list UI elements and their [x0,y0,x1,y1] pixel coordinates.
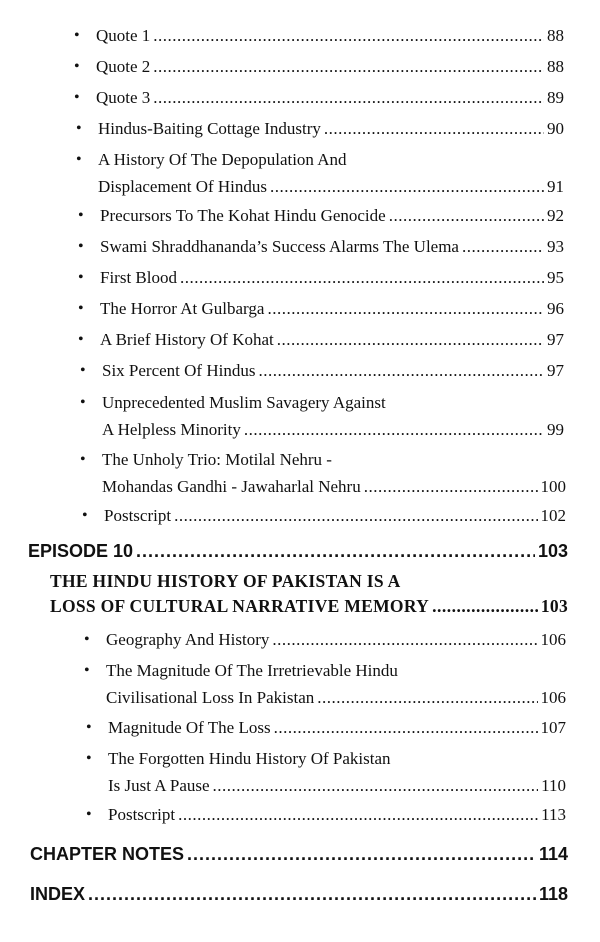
entry-page-number: 106 [540,630,566,649]
bullet-icon: • [80,362,86,379]
entry-title-line-1: The Magnitude Of The Irretrievable Hindu [106,661,398,680]
toc-entry-history-kohat[interactable] [100,326,564,353]
heading-page-number: 114 [538,844,568,864]
heading-label: CHAPTER NOTES [30,844,185,864]
heading-title-line-1: THE HINDU HISTORY OF PAKISTAN IS A [50,571,401,591]
bullet-icon: • [84,631,90,648]
entry-title: First Blood [100,268,177,287]
bullet-icon: • [80,394,86,411]
toc-entry-magnitude-loss[interactable] [108,714,566,741]
entry-page-number: 88 [547,26,564,45]
dot-leader [432,594,538,619]
entry-title-line-1: A History Of The Depopulation And [98,150,347,169]
heading-title-line-2: LOSS OF CULTURAL NARRATIVE MEMORY [50,596,430,616]
toc-heading-index[interactable] [30,881,568,907]
entry-page-number: 107 [540,718,566,737]
heading-page-number: 103 [540,596,568,616]
entry-page-number: 113 [541,805,566,824]
toc-heading-chapter-notes[interactable] [30,841,568,867]
toc-entry-quote-2[interactable] [96,53,564,80]
entry-page-number: 106 [540,688,566,707]
bullet-icon: • [80,451,86,468]
entry-title: Geography And History [106,630,270,649]
dot-leader [317,684,537,711]
toc-heading-episode-10-title[interactable] [50,569,568,619]
entry-page-number: 99 [547,420,564,439]
entry-title-line-1: The Forgotten Hindu History Of Pakistan [108,749,391,768]
entry-page-number: 93 [547,237,564,256]
entry-title-line-2: Civilisational Loss In Pakistan [106,688,315,707]
toc-entry-geography-history[interactable] [106,626,566,653]
entry-title-line-2: Displacement Of Hindus [98,177,268,196]
entry-title: Quote 1 [96,26,151,45]
bullet-icon: • [78,238,84,255]
dot-leader [153,22,544,49]
bullet-icon: • [78,269,84,286]
entry-title: Six Percent Of Hindus [102,361,256,380]
dot-leader [389,202,544,229]
toc-entry-unholy-trio[interactable] [102,446,566,500]
bullet-icon: • [76,151,82,168]
dot-leader [364,473,538,500]
dot-leader [180,264,544,291]
dot-leader [178,801,538,828]
bullet-icon: • [86,750,92,767]
dot-leader [267,295,544,322]
dot-leader [244,416,544,443]
entry-title: A Brief History Of Kohat [100,330,274,349]
entry-page-number: 92 [547,206,564,225]
dot-leader [462,233,544,260]
entry-title: Hindus-Baiting Cottage Industry [98,119,321,138]
dot-leader [274,714,538,741]
heading-label: INDEX [30,884,86,904]
entry-page-number: 110 [541,776,566,795]
dot-leader [153,84,544,111]
bullet-icon: • [86,719,92,736]
entry-page-number: 88 [547,57,564,76]
toc-entry-unprecedented[interactable] [102,389,564,443]
toc-entry-quote-3[interactable] [96,84,564,111]
heading-page-number: 118 [538,884,568,904]
entry-title: Quote 2 [96,57,151,76]
toc-entry-first-blood[interactable] [100,264,564,291]
entry-page-number: 100 [540,477,566,496]
bullet-icon: • [86,806,92,823]
toc-entry-forgotten-history[interactable] [108,745,566,799]
toc-entry-six-percent[interactable] [102,357,564,384]
dot-leader [136,538,535,564]
entry-title-line-1: Unprecedented Muslim Savagery Against [102,393,386,412]
dot-leader [258,357,544,384]
dot-leader [213,772,539,799]
bullet-icon: • [74,27,80,44]
bullet-icon: • [74,89,80,106]
entry-title-line-1: The Unholy Trio: Motilal Nehru - [102,450,332,469]
toc-entry-horror-gulbarga[interactable] [100,295,564,322]
entry-title: Postscript [104,506,172,525]
heading-page-number: 103 [537,541,568,561]
dot-leader [272,626,537,653]
entry-page-number: 97 [547,361,564,380]
entry-page-number: 89 [547,88,564,107]
bullet-icon: • [82,507,88,524]
entry-title: The Horror At Gulbarga [100,299,265,318]
toc-entry-magnitude-irretrievable[interactable] [106,657,566,711]
entry-title: Postscript [108,805,176,824]
toc-entry-hindus-baiting[interactable] [98,115,564,142]
toc-entry-quote-1[interactable] [96,22,564,49]
entry-title-line-2: A Helpless Minority [102,420,241,439]
bullet-icon: • [74,58,80,75]
entry-page-number: 97 [547,330,564,349]
bullet-icon: • [84,662,90,679]
dot-leader [88,881,536,907]
toc-entry-postscript-b[interactable] [108,801,566,828]
toc-entry-postscript-a[interactable] [104,502,566,529]
toc-entry-precursors[interactable] [100,202,564,229]
dot-leader [324,115,544,142]
entry-title: Precursors To The Kohat Hindu Genocide [100,206,386,225]
bullet-icon: • [78,300,84,317]
bullet-icon: • [78,331,84,348]
entry-title-line-2: Mohandas Gandhi - Jawaharlal Nehru [102,477,361,496]
toc-entry-depopulation[interactable] [98,146,564,200]
entry-page-number: 90 [547,119,564,138]
dot-leader [277,326,544,353]
entry-title-line-2: Is Just A Pause [108,776,210,795]
toc-entry-swami-shraddhananda[interactable] [100,233,564,260]
entry-page-number: 95 [547,268,564,287]
entry-title: Quote 3 [96,88,151,107]
entry-page-number: 96 [547,299,564,318]
entry-page-number: 91 [547,177,564,196]
bullet-icon: • [76,120,82,137]
entry-title: Magnitude Of The Loss [108,718,271,737]
dot-leader [153,53,544,80]
toc-heading-episode-10[interactable] [28,538,568,564]
dot-leader [174,502,537,529]
dot-leader [270,173,544,200]
dot-leader [187,841,536,867]
entry-page-number: 102 [540,506,566,525]
bullet-icon: • [78,207,84,224]
heading-label: EPISODE 10 [28,541,134,561]
entry-title: Swami Shraddhananda’s Success Alarms The Ulema [100,237,459,256]
